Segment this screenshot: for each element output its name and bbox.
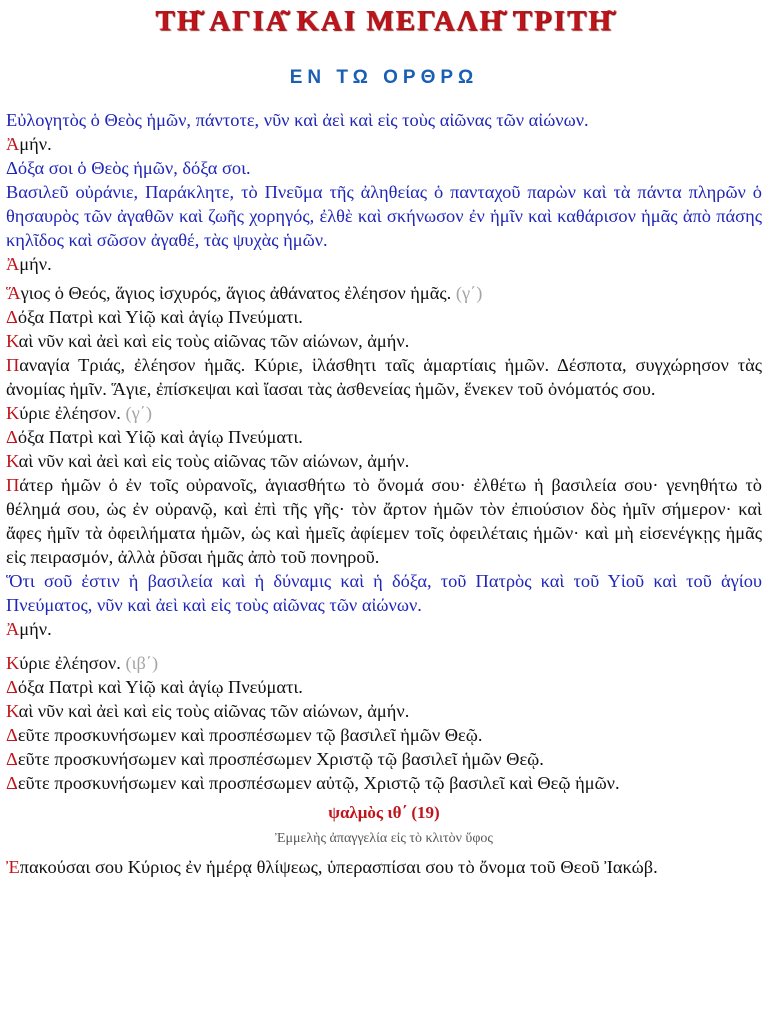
initial-letter: Κ [6,653,20,673]
paragraph-now-and-ever-3 [6,699,762,723]
page-title: ΤΗ͂ ΑΓΙΑ͂ ΚΑΙ ΜΕΓΑΛΗ͂ ΤΡΙΤΗ͂ [155,5,613,37]
repeat-count: (γ΄) [125,403,152,423]
paragraph-text: εῦτε προσκυνήσωμεν καὶ προσπέσωμεν Χριστῷ τῷ βασιλεῖ ἡμῶν Θεῷ. [17,749,544,769]
paragraph-text: εῦτε προσκυνήσωμεν καὶ προσπέσωμεν αὐτῷ, Χριστῷ τῷ βασιλεῖ καὶ Θεῷ ἡμῶν. [17,773,620,793]
initial-letter: Κ [6,331,19,351]
paragraph-lords-prayer [6,473,762,569]
paragraph-text: όξα Πατρὶ καὶ Υἱῷ καὶ ἁγίῳ Πνεύματι. [17,427,303,447]
paragraph-text: άτερ ἡμῶν ὁ ἐν τοῖς οὐρανοῖς, ἁγιασθήτω τὸ ὄνομά σου· ἐλθέτω ἡ βασιλεία σου· γενηθήτω τὸ θέλημά σου, ὡς ἐν οὐρανῷ, καὶ ἐπὶ τῆς γῆς· τὸν ἄρτον ἡμῶν τὸν ἐπιούσιον δὸς ἡμῖν σήμερον· καὶ ἄφες ἡμῖν τὰ ὀφειλήματα ἡμῶν, ὡς καὶ ἡμεῖς ἀφίεμεν τοῖς ὀφειλέταις ἡμῶν· καὶ μὴ εἰσενέγκῃς ἡμᾶς εἰς πειρασμόν, ἀλλὰ ῥῦσαι ἡμᾶς ἀπὸ τοῦ πονηροῦ. [6,475,762,567]
paragraph-text: αναγία Τριάς, ἐλέησον ἡμᾶς. Κύριε, ἱλάσθητι ταῖς ἁμαρτίαις ἡμῶν. Δέσποτα, συγχώρησον τὰς ἀνομίας ἡμῖν. Ἅγιε, ἐπίσκεψαι καὶ ἴασαι τὰς ἀσθενείας ἡμῶν, ἕνεκεν τοῦ ὀνόματός σου. [6,355,762,399]
paragraph-doxology: Ὅτι σοῦ ἐστιν ἡ βασιλεία καὶ ἡ δύναμις καὶ ἡ δόξα, τοῦ Πατρὸς καὶ τοῦ Υἱοῦ καὶ τοῦ ἁγίου Πνεύματος, νῦν καὶ ἀεὶ καὶ εἰς τοὺς αἰῶνας τῶν αἰώνων. [6,571,762,615]
paragraph-heavenly-king: Βασιλεῦ οὐράνιε, Παράκλητε, τὸ Πνεῦμα τῆς ἀληθείας ὁ πανταχοῦ παρὼν καὶ τὰ πάντα πληρῶν ὁ θησαυρὸς τῶν ἀγαθῶν καὶ ζωῆς χορηγός, ἐλθὲ καὶ σκήνωσον ἐν ἡμῖν καὶ καθάρισον ἡμᾶς ἀπὸ πάσης κηλῖδος καὶ σῶσον ἀγαθέ, τὰς ψυχὰς ἡμῶν. [6,182,762,250]
initial-letter: Ἅ [6,283,21,303]
paragraph-text: όξα Πατρὶ καὶ Υἱῷ καὶ ἁγίῳ Πνεύματι. [17,307,303,327]
paragraph-trisagion [6,281,762,305]
initial-letter: Δ [6,725,18,745]
paragraph-blessing: Εὐλογητὸς ὁ Θεὸς ἡμῶν, πάντοτε, νῦν καὶ ἀεὶ καὶ εἰς τοὺς αἰῶνας τῶν αἰώνων. [6,110,589,130]
paragraph-psalm-verse-1 [6,855,762,879]
repeat-count: (ιβ΄) [125,653,159,673]
paragraph-text: ύριε ἐλέησον. [19,403,121,423]
initial-letter: Κ [6,451,19,471]
paragraph-lord-have-mercy-2 [6,651,762,675]
spacer [6,641,762,651]
initial-letter: Κ [6,403,20,423]
initial-letter: Ἐ [6,857,20,877]
paragraph-glory-3 [6,675,762,699]
paragraph-come-let-us-worship-3 [6,771,762,795]
repeat-count: (γ΄) [455,283,483,303]
initial-letter: Ἀ [6,619,20,639]
paragraph-amen-2 [6,252,762,276]
paragraph-all-holy-trinity [6,353,762,401]
paragraph-come-let-us-worship-2 [6,747,762,771]
psalm-heading: ψαλμὸς ιθ΄ (19) [328,803,440,822]
service-text [0,90,768,879]
paragraph-amen-3 [6,617,762,641]
paragraph-text: αὶ νῦν καὶ ἀεὶ καὶ εἰς τοὺς αἰῶνας τῶν αἰώνων, ἀμήν. [18,451,410,471]
paragraph-now-and-ever-1 [6,329,762,353]
initial-letter: Κ [6,701,19,721]
paragraph-glory-to-thee: Δόξα σοι ὁ Θεὸς ἡμῶν, δόξα σοι. [6,158,251,178]
paragraph-text: μήν. [19,254,52,274]
paragraph-text: αὶ νῦν καὶ ἀεὶ καὶ εἰς τοὺς αἰῶνας τῶν αἰώνων, ἀμήν. [18,701,410,721]
initial-letter: Δ [6,749,18,769]
paragraph-text: ύριε ἐλέησον. [19,653,121,673]
paragraph-glory-2 [6,425,762,449]
paragraph-text: μήν. [19,619,52,639]
paragraph-text: αὶ νῦν καὶ ἀεὶ καὶ εἰς τοὺς αἰῶνας τῶν αἰώνων, ἀμήν. [18,331,410,351]
paragraph-now-and-ever-2 [6,449,762,473]
paragraph-text: πακούσαι σου Κύριος ἐν ἡμέρᾳ θλίψεως, ὑπερασπίσαι σου τὸ ὄνομα τοῦ Θεοῦ Ἰακώβ. [19,857,658,877]
paragraph-lord-have-mercy-1 [6,401,762,425]
initial-letter: Δ [6,427,18,447]
paragraph-amen-1 [6,132,762,156]
page-subtitle: ΕΝ ΤΩ ΟΡΘΡΩ [289,67,479,88]
recitation-instruction: Ἐμμελὴς ἀπαγγελία εἰς τὸ κλιτὸν ὕφος [275,831,493,846]
initial-letter: Δ [6,773,18,793]
initial-letter: Π [6,475,20,495]
paragraph-text: εῦτε προσκυνήσωμεν καὶ προσπέσωμεν τῷ βασιλεῖ ἡμῶν Θεῷ. [17,725,483,745]
paragraph-text: μήν. [19,134,52,154]
paragraph-text: όξα Πατρὶ καὶ Υἱῷ καὶ ἁγίῳ Πνεύματι. [17,677,303,697]
initial-letter: Δ [6,307,18,327]
initial-letter: Ἀ [6,254,20,274]
initial-letter: Δ [6,677,18,697]
paragraph-text: γιος ὁ Θεός, ἅγιος ἰσχυρός, ἅγιος ἀθάνατος ἐλέησον ἡμᾶς. [20,283,452,303]
initial-letter: Π [6,355,20,375]
paragraph-come-let-us-worship-1 [6,723,762,747]
paragraph-glory-1 [6,305,762,329]
initial-letter: Ἀ [6,134,20,154]
